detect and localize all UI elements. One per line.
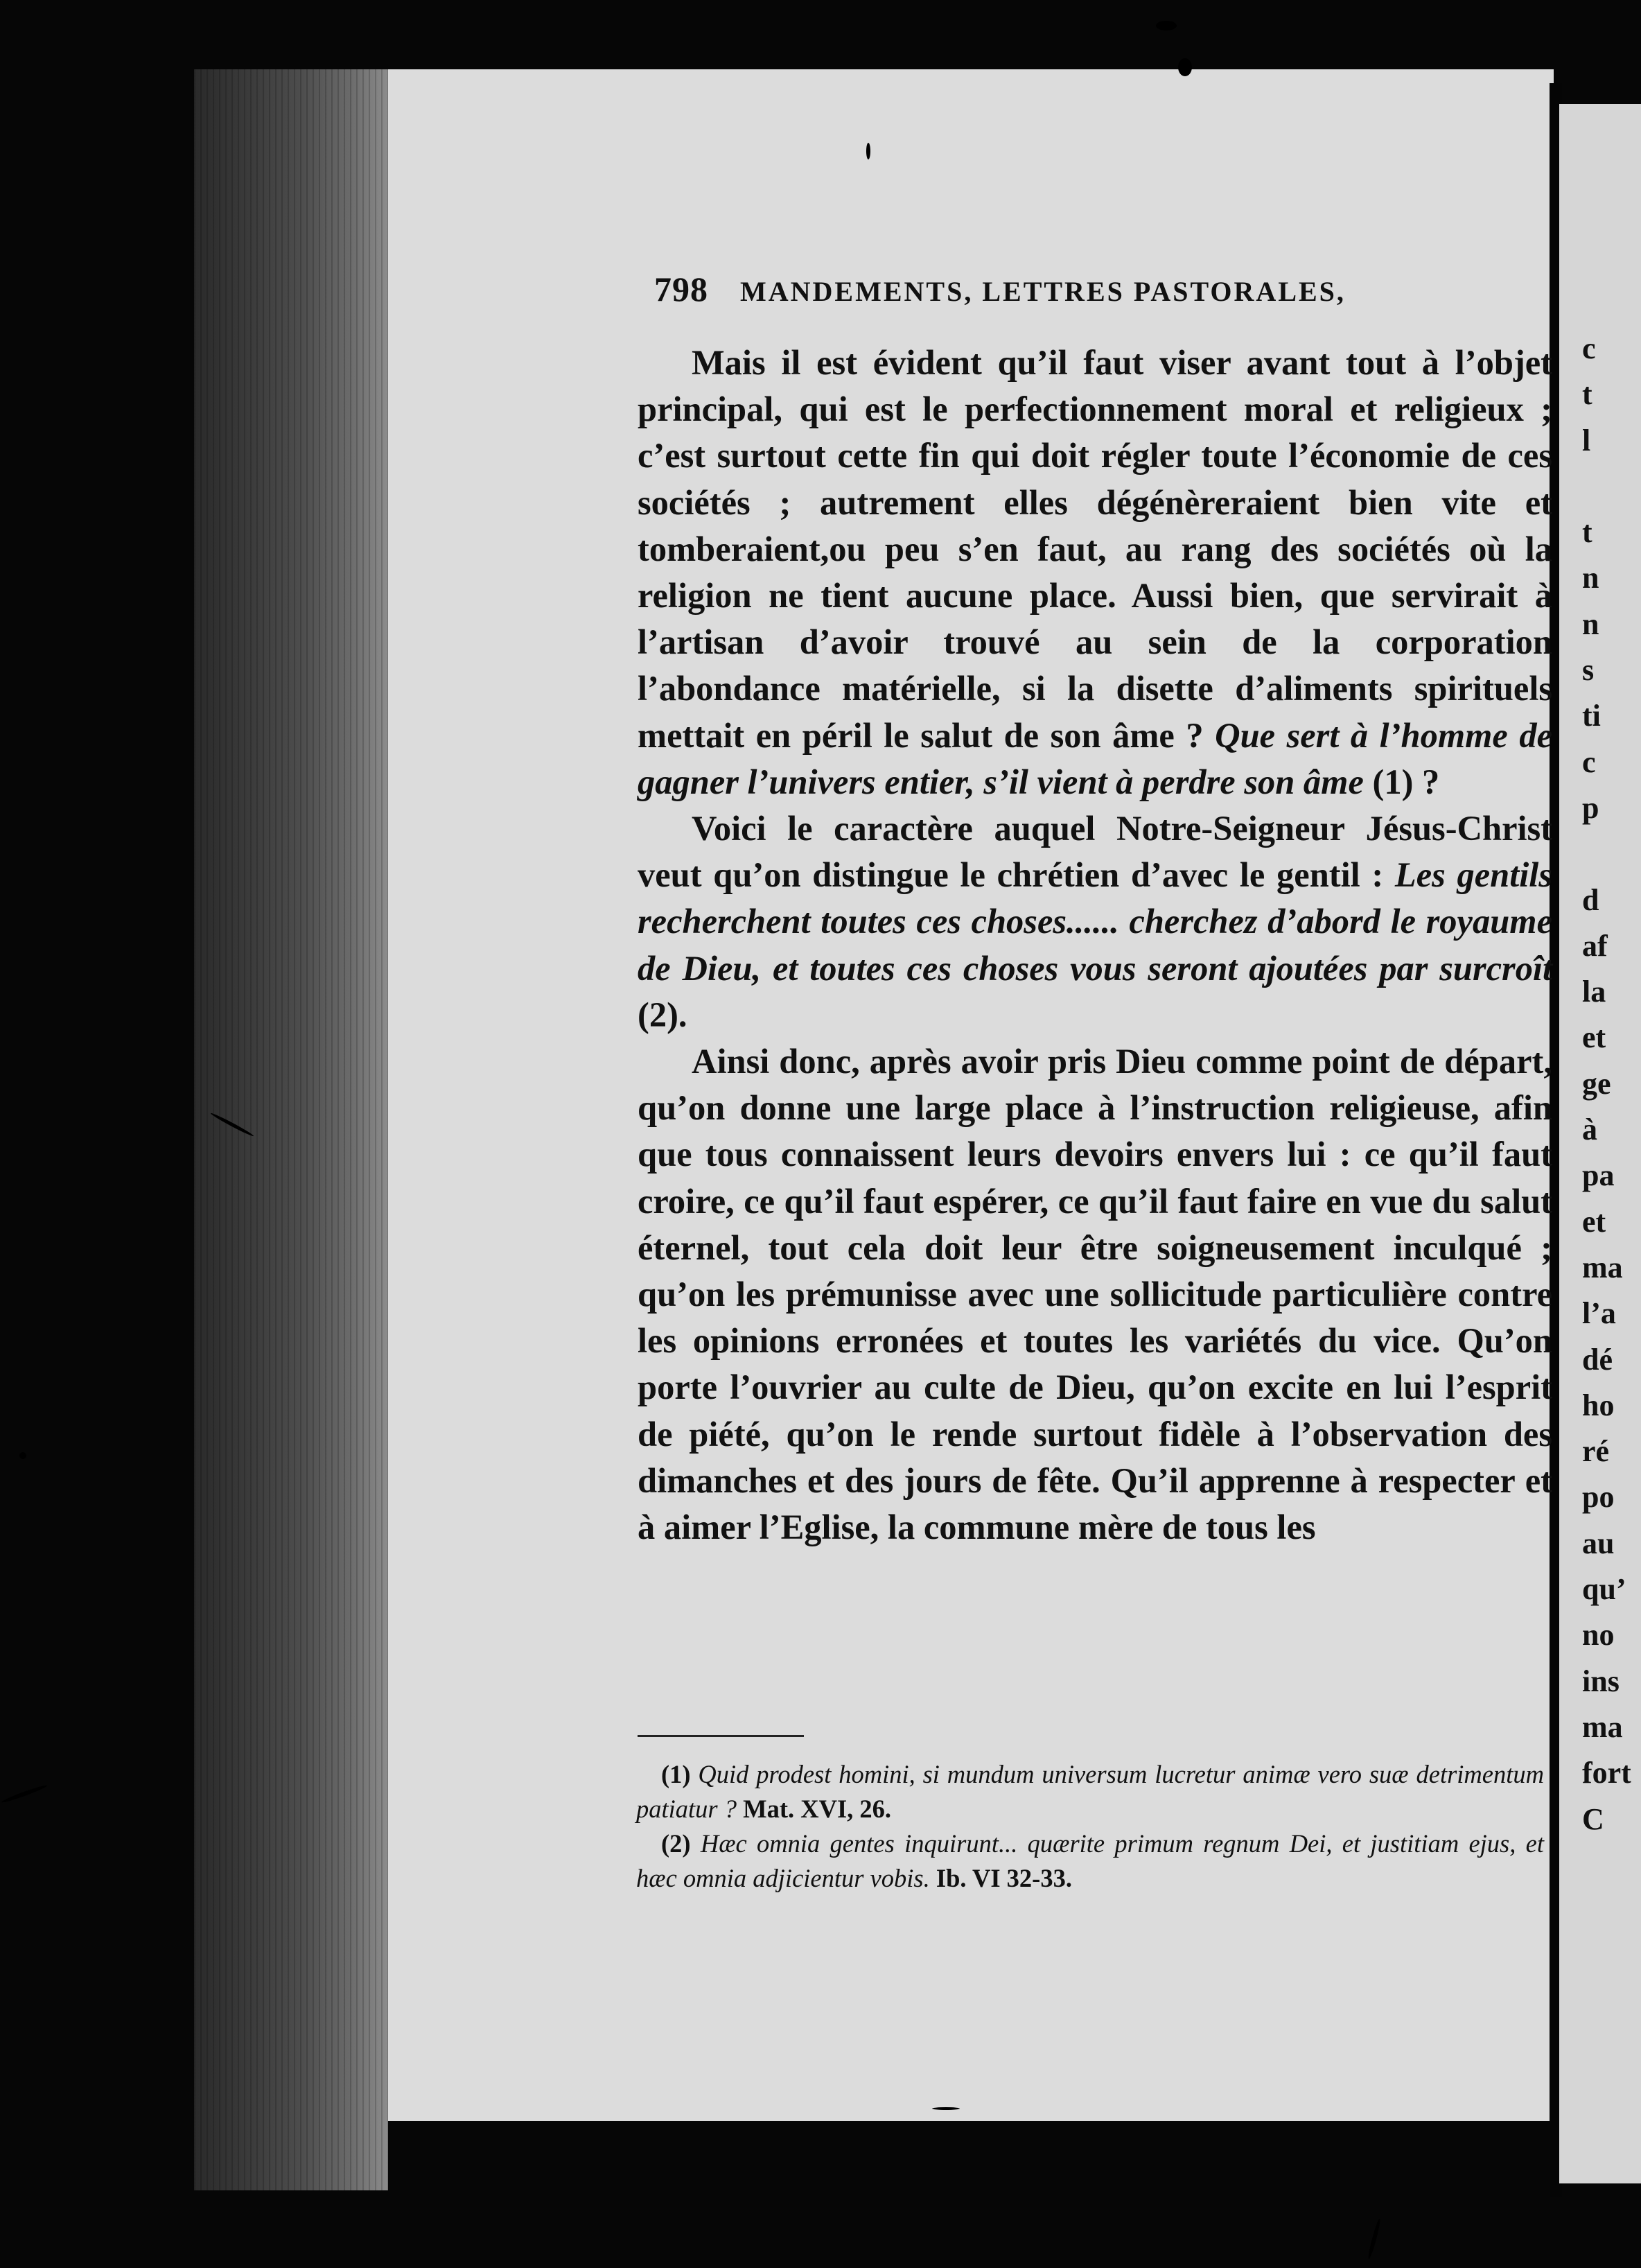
running-title: MANDEMENTS, LETTRES PASTORALES, bbox=[740, 276, 1346, 307]
facing-page-fragment: no bbox=[1582, 1618, 1615, 1652]
scan-speck bbox=[19, 1452, 26, 1459]
facing-page-fragment: et bbox=[1582, 1020, 1606, 1055]
paragraph-text: Mais il est évident qu’il faut viser avant tout à l’objet principal, qui est le perfectionnement moral et religieux ; c’est surtout cette fin qui doit régler toute l’économie de ces sociétés ; autrement elles dégénèreraient bien vite et tomberaient,ou peu s’en faut, au rang des sociétés où la religion ne tient aucune place. Aussi bien, que servirait à l’artisan d’avoir trouvé au sein de la corporation l’abondance matérielle, si la disette d’aliments spirituels mettait en péril le salut de son âme ? bbox=[638, 343, 1552, 755]
facing-page-fragment: ma bbox=[1582, 1709, 1623, 1744]
facing-page-fragment: s bbox=[1582, 653, 1595, 688]
scan-speck bbox=[932, 2107, 960, 2110]
page-number: 798 bbox=[654, 270, 708, 308]
body-paragraph bbox=[638, 340, 1552, 805]
facing-page-fragment: n bbox=[1582, 561, 1599, 595]
paragraph-text: (2). bbox=[638, 995, 687, 1034]
paragraph-text: Ainsi donc, après avoir pris Dieu comme point de départ, qu’on donne une large place à l’instruction religieuse, afin que tous connaissent leurs devoirs envers lui : ce qu’il faut croire, ce qu’il faut espérer, ce qu’il faut faire en vue du salut éternel, tout cela doit leur être soigneusement inculqué ; qu’on les prémunisse avec une sollicitude particulière contre les opinions erronées et toutes les variétés du vice. Qu’on porte l’ouvrier au culte de Dieu, qu’on excite en lui l’esprit de piété, qu’on le rende surtout fidèle à l’observation des dimanches et des jours de fête. Qu’il apprenne à respecter et à aimer l’Eglise, la commune mère de tous les bbox=[638, 1042, 1552, 1547]
facing-page-fragment: ti bbox=[1582, 699, 1601, 733]
footnote-latin-text: Hæc omnia gentes inquirunt... quærite primum regnum Dei, et justitiam ejus, et hæc omnia adjicientur vobis. bbox=[636, 1829, 1544, 1892]
facing-page-fragment: C bbox=[1582, 1802, 1604, 1836]
facing-page-fragment: dé bbox=[1582, 1342, 1613, 1377]
facing-page-text-fragments bbox=[1582, 326, 1641, 1842]
page-header bbox=[654, 269, 1555, 311]
paragraph-text: (1) ? bbox=[1363, 762, 1440, 801]
book-page-edges bbox=[194, 69, 388, 2190]
facing-page-fragment: t bbox=[1582, 377, 1592, 412]
scan-speck bbox=[1156, 21, 1177, 30]
facing-page-fragment: c bbox=[1582, 744, 1596, 779]
facing-page-fragment: po bbox=[1582, 1480, 1615, 1515]
body-paragraph bbox=[638, 805, 1552, 1038]
scan-speck bbox=[866, 143, 870, 159]
footnote-reference: Ib. VI 32-33. bbox=[936, 1864, 1072, 1892]
body-paragraph bbox=[638, 1038, 1552, 1551]
facing-page-fragment: la bbox=[1582, 975, 1606, 1009]
footnote-latin-text: Quid prodest homini, si mundum universum lucretur animæ vero suæ detrimentum patiatur ? bbox=[636, 1760, 1544, 1823]
facing-page-fragment: qu’ bbox=[1582, 1572, 1626, 1607]
footnote-divider bbox=[638, 1735, 804, 1737]
facing-page-fragment: d bbox=[1582, 882, 1599, 917]
facing-page-fragment: pa bbox=[1582, 1158, 1615, 1193]
scan-speck bbox=[1, 1783, 48, 1804]
facing-page-fragment bbox=[1582, 831, 1641, 877]
scan-speck bbox=[1367, 2218, 1381, 2260]
facing-page-fragment: c bbox=[1582, 331, 1596, 365]
facing-page-fragment: à bbox=[1582, 1113, 1597, 1147]
facing-page-fragment: ge bbox=[1582, 1066, 1611, 1101]
footnote bbox=[636, 1826, 1544, 1896]
italic-quotation: Que sert à l’homme de gagner l’univers entier, s’il vient à perdre son âme bbox=[638, 715, 1552, 801]
footnotes bbox=[636, 1757, 1544, 1896]
facing-page-fragment: n bbox=[1582, 607, 1599, 641]
facing-page-fragment: ins bbox=[1582, 1664, 1620, 1698]
footnote-reference: Mat. XVI, 26. bbox=[743, 1795, 892, 1823]
facing-page-fragment: ma bbox=[1582, 1250, 1623, 1284]
facing-page-fragment: t bbox=[1582, 515, 1592, 550]
facing-page-fragment: l bbox=[1582, 423, 1591, 457]
facing-page-fragment bbox=[1582, 464, 1641, 509]
facing-page-fragment: fort bbox=[1582, 1756, 1631, 1790]
footnote-marker: (2) bbox=[661, 1829, 691, 1858]
facing-page-fragment: et bbox=[1582, 1204, 1606, 1239]
paragraph-text: Voici le caractère auquel Notre-Seigneur Jésus-Christ veut qu’on distingue le chrétien d’avec le gentil : bbox=[638, 809, 1552, 895]
italic-quotation: Les gentils recherchent toutes ces choses...... cherchez d’abord le royaume de Dieu, et toutes ces choses vous seront ajoutées par surcroît bbox=[638, 855, 1552, 988]
body-text bbox=[638, 340, 1552, 1551]
footnote bbox=[636, 1757, 1544, 1826]
footnote-marker: (1) bbox=[661, 1760, 691, 1788]
facing-page-fragment: ré bbox=[1582, 1434, 1610, 1469]
facing-page-fragment: l’a bbox=[1582, 1296, 1616, 1331]
facing-page-fragment: au bbox=[1582, 1526, 1615, 1560]
facing-page-fragment: p bbox=[1582, 790, 1599, 825]
facing-page-fragment: ho bbox=[1582, 1388, 1615, 1422]
scan-speck bbox=[1178, 58, 1192, 76]
facing-page-fragment: af bbox=[1582, 928, 1608, 963]
